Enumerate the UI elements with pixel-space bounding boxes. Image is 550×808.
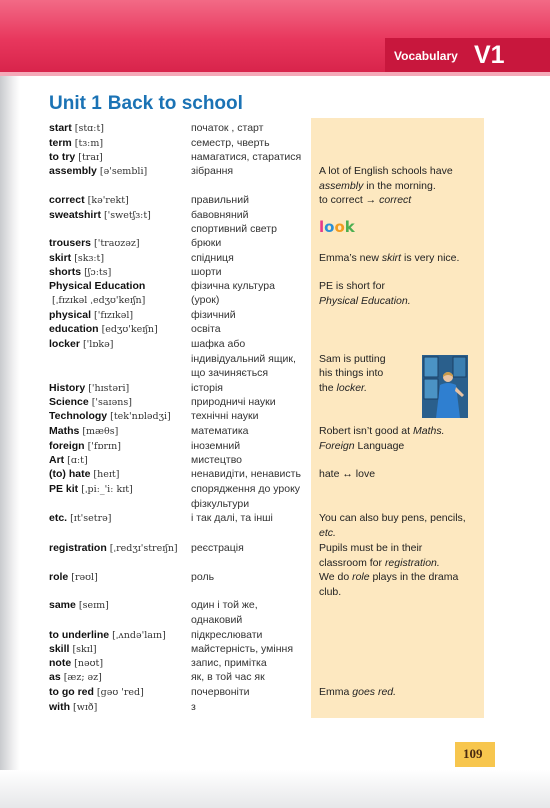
vocab-word xyxy=(49,511,111,527)
vocab-transcription: [edʒʊ'keɪʃn] xyxy=(101,324,158,335)
vocab-word-text: to try xyxy=(49,151,76,163)
vocab-word-text: assembly xyxy=(49,165,97,177)
example-text: Pupils must be in their xyxy=(319,542,423,554)
example-sentence xyxy=(319,279,385,294)
vocab-word-text: locker xyxy=(49,338,80,350)
vocab-word-text: skirt xyxy=(49,252,72,264)
example-sentence xyxy=(319,366,383,381)
vocab-word xyxy=(49,164,147,180)
vocab-word xyxy=(49,424,118,440)
vocab-word xyxy=(49,570,98,586)
vocab-transcription: [mæθs] xyxy=(82,426,119,437)
vocab-translation: природничі науки xyxy=(191,396,276,408)
vocab-word-text: skill xyxy=(49,643,70,655)
example-emphasis: Foreign xyxy=(319,440,355,452)
example-text: Emma’s new xyxy=(319,252,382,264)
vocab-transcription: [heɪt] xyxy=(93,469,120,480)
example-sentence xyxy=(319,541,422,556)
vocab-translation: реєстрація xyxy=(191,542,244,554)
vocab-transcription: [ʃɔːts] xyxy=(84,267,112,278)
unit-number: Unit 1 xyxy=(49,93,102,114)
student-at-locker-photo xyxy=(422,355,468,418)
vocab-word-text: physical xyxy=(49,309,92,321)
vocab-translation: спідниця xyxy=(191,252,234,264)
vocabulary-label: Vocabulary xyxy=(394,49,458,63)
vocab-word-text: shorts xyxy=(49,266,82,278)
vocab-word xyxy=(49,700,97,716)
vocab-word xyxy=(49,541,178,557)
example-sentence xyxy=(319,164,453,179)
vocab-word-text: education xyxy=(49,323,99,335)
example-text: the xyxy=(319,382,337,394)
vocab-word xyxy=(49,279,145,294)
vocab-translation: і так далі, та інші xyxy=(191,512,273,524)
look-letter: o xyxy=(334,218,345,235)
vocab-transcription: [skɪl] xyxy=(72,644,97,655)
example-emphasis: registration. xyxy=(384,557,440,569)
spine-shadow xyxy=(0,0,20,808)
vocab-word-text: Art xyxy=(49,454,65,466)
vocab-transcription: [stɑːt] xyxy=(74,123,104,134)
vocab-word xyxy=(49,409,171,425)
look-letter: l xyxy=(319,218,325,235)
vocab-translation: брюки xyxy=(191,237,222,249)
example-sentence xyxy=(319,511,466,526)
vocab-transcription: [tek'nɒlədʒi] xyxy=(110,411,171,422)
vocab-translation: освіта xyxy=(191,323,221,335)
example-text: PE is short for xyxy=(319,280,385,292)
vocab-translation: почервоніти xyxy=(191,686,250,698)
vocab-word xyxy=(49,121,104,137)
vocab-word-text: with xyxy=(49,701,70,713)
vocab-translation: шорти xyxy=(191,266,222,278)
vocab-word-text: sweatshirt xyxy=(49,209,101,221)
vocab-translation: намагатися, старатися xyxy=(191,151,302,163)
vocab-transcription: [ɪt'setrə] xyxy=(70,513,112,524)
look-word-art xyxy=(319,218,371,235)
header-band-stripe xyxy=(0,72,550,76)
student-at-locker-illustration xyxy=(422,355,468,418)
example-text: in the morning. xyxy=(363,180,436,192)
look-letter: o xyxy=(324,218,335,235)
vocab-transcription: ['fɪzɪkəl] xyxy=(94,310,134,321)
vocab-translation: правильний xyxy=(191,194,249,206)
vocab-word xyxy=(49,685,144,701)
vocab-translation: технічні науки xyxy=(191,410,259,422)
vocab-translation: з xyxy=(191,701,196,713)
example-sentence xyxy=(319,294,411,309)
example-text: is very nice. xyxy=(401,252,460,264)
vocab-word-text: PE kit xyxy=(49,483,79,495)
vocab-word xyxy=(49,236,140,252)
vocab-word xyxy=(49,482,133,498)
vocab-translation: спорядження до уроку xyxy=(191,483,301,495)
vocab-word-text: foreign xyxy=(49,440,85,452)
vocab-translation: один і той же, xyxy=(191,599,258,611)
example-text: We do xyxy=(319,571,353,583)
vocab-word-text: Science xyxy=(49,396,89,408)
vocab-translation: історія xyxy=(191,382,223,394)
example-text: hate ↔ love xyxy=(319,468,376,480)
vocab-transcription: [tɜːm] xyxy=(74,138,104,149)
vocab-translation: ненавидіти, ненависть xyxy=(191,468,301,480)
vocab-translation: фізичний xyxy=(191,309,236,321)
vocab-transcription: [rəʊl] xyxy=(71,572,98,583)
vocab-translation: запис, примітка xyxy=(191,657,267,669)
example-text: plays in the drama xyxy=(369,571,459,583)
example-text: A lot of English schools have xyxy=(319,165,453,177)
vocab-translation: шафка або xyxy=(191,338,246,350)
look-word-art-text xyxy=(319,218,356,235)
example-sentence xyxy=(319,352,386,367)
example-text: club. xyxy=(319,586,342,598)
example-text: Robert isn’t good at xyxy=(319,425,413,437)
vocab-word-text: note xyxy=(49,657,72,669)
vocab-translation: бавовняний xyxy=(191,209,249,221)
example-sentence xyxy=(319,193,411,208)
vocab-transcription: ['hɪstəri] xyxy=(88,383,130,394)
vocab-word-text: term xyxy=(49,137,72,149)
look-letter: k xyxy=(344,218,355,235)
vocab-word xyxy=(49,293,145,309)
vocab-word xyxy=(49,598,109,614)
example-sentence xyxy=(319,467,375,482)
vocab-word xyxy=(49,208,151,224)
example-emphasis: skirt xyxy=(381,252,402,264)
example-sentence xyxy=(319,556,440,571)
example-emphasis: assembly xyxy=(319,180,364,192)
vocab-translation: фізична культура xyxy=(191,280,275,292)
vocab-translation: однаковий xyxy=(191,614,243,626)
vocab-translation: іноземний xyxy=(191,440,241,452)
vocab-transcription: ['saɪəns] xyxy=(91,397,132,408)
vocab-transcription: [ɑːt] xyxy=(67,455,88,466)
vocab-transcription: [ˌʌndə'laɪn] xyxy=(112,630,166,641)
example-sentence xyxy=(319,424,445,439)
example-emphasis: Maths. xyxy=(412,425,445,437)
example-sentence xyxy=(319,439,404,454)
vocab-word xyxy=(49,467,119,483)
vocab-word xyxy=(49,193,129,209)
vocab-word xyxy=(49,322,158,338)
vocab-word-text: registration xyxy=(49,542,107,554)
vocab-translation: спортивний светр xyxy=(191,223,277,235)
vocab-word-text: Physical Education xyxy=(49,280,146,292)
vocab-word-text: as xyxy=(49,671,61,683)
example-emphasis: correct xyxy=(379,194,412,206)
vocab-transcription: [ˌredʒɪ'streɪʃn] xyxy=(109,543,178,554)
vocab-translation: індивідуальний ящик, xyxy=(191,353,296,365)
vocab-transcription: [æz; əz] xyxy=(63,672,102,683)
example-sentence xyxy=(319,570,458,585)
vocab-word-text: etc. xyxy=(49,512,68,524)
vocab-transcription: [gəʊ 'red] xyxy=(96,687,144,698)
example-sentence xyxy=(319,179,436,194)
vocab-word-text: correct xyxy=(49,194,85,206)
example-sentence xyxy=(319,685,396,700)
vocab-translation: (урок) xyxy=(191,294,220,306)
vocab-translation: підкреслювати xyxy=(191,629,263,641)
page-bottom-shade xyxy=(0,770,550,808)
example-text: classroom for xyxy=(319,557,385,569)
vocab-transcription: [traɪ] xyxy=(78,152,103,163)
vocab-translation: майстерність, уміння xyxy=(191,643,294,655)
example-text: to correct → xyxy=(319,194,380,206)
vocab-translation: математика xyxy=(191,425,249,437)
examples-column xyxy=(311,118,484,718)
vocab-word-text: start xyxy=(49,122,72,134)
example-text: Sam is putting xyxy=(319,353,386,365)
example-sentence xyxy=(319,251,459,266)
vocab-word-text: (to) hate xyxy=(49,468,91,480)
example-emphasis: etc. xyxy=(319,527,336,539)
example-sentence xyxy=(319,526,336,541)
vocab-transcription: [ə'sembli] xyxy=(99,166,148,177)
vocab-translation: мистецтво xyxy=(191,454,242,466)
vocab-transcription: ['lɒkə] xyxy=(82,339,114,350)
vocab-translation: роль xyxy=(191,571,215,583)
vocab-transcription: [kə'rekt] xyxy=(87,195,129,206)
vocab-word-text: Technology xyxy=(49,410,108,422)
unit-name: Back to school xyxy=(107,93,243,114)
vocab-word-text: Maths xyxy=(49,425,80,437)
example-text: his things into xyxy=(319,367,384,379)
vocab-word-text: same xyxy=(49,599,76,611)
vocab-word xyxy=(49,337,113,353)
example-sentence xyxy=(319,585,341,600)
example-text: You can also buy pens, pencils, xyxy=(319,512,466,524)
vocab-transcription: ['traʊzəz] xyxy=(94,238,140,249)
vocabulary-code: V1 xyxy=(474,41,505,69)
vocab-transcription: [skɜːt] xyxy=(74,253,105,264)
vocab-translation: фізкультури xyxy=(191,498,250,510)
vocab-word-text: to go red xyxy=(49,686,94,698)
page-number: 109 xyxy=(463,746,483,761)
vocab-translation: як, в той час як xyxy=(191,671,265,683)
vocab-transcription: ['fɒrɪn] xyxy=(87,441,121,452)
example-text: Emma xyxy=(319,686,353,698)
unit-title xyxy=(49,93,249,115)
vocab-translation: що зачиняється xyxy=(191,367,269,379)
example-text: Language xyxy=(354,440,405,452)
vocab-transcription: [nəʊt] xyxy=(74,658,104,669)
vocab-translation: семестр, чверть xyxy=(191,137,270,149)
example-emphasis: Physical Education. xyxy=(319,295,411,307)
example-sentence xyxy=(319,381,367,396)
vocab-transcription: [seɪm] xyxy=(78,600,109,611)
example-emphasis: role xyxy=(352,571,370,583)
vocab-transcription: [wɪð] xyxy=(73,702,98,713)
vocab-word-text: role xyxy=(49,571,69,583)
vocab-transcription: [ˌpiː_'iː kɪt] xyxy=(81,484,133,495)
vocab-translation: зібрання xyxy=(191,165,234,177)
vocab-translation: початок , старт xyxy=(191,122,264,134)
vocab-transcription: ['swetʃɜːt] xyxy=(103,210,151,221)
example-emphasis: goes red. xyxy=(352,686,397,698)
vocab-word-text: trousers xyxy=(49,237,92,249)
vocab-word-text: History xyxy=(49,382,86,394)
vocab-word xyxy=(49,670,102,686)
vocab-word-text: to underline xyxy=(49,629,110,641)
vocab-transcription: [ˌfɪzɪkəl ˌedʒʊ'keɪʃn] xyxy=(52,295,146,306)
example-emphasis: locker. xyxy=(336,382,368,394)
